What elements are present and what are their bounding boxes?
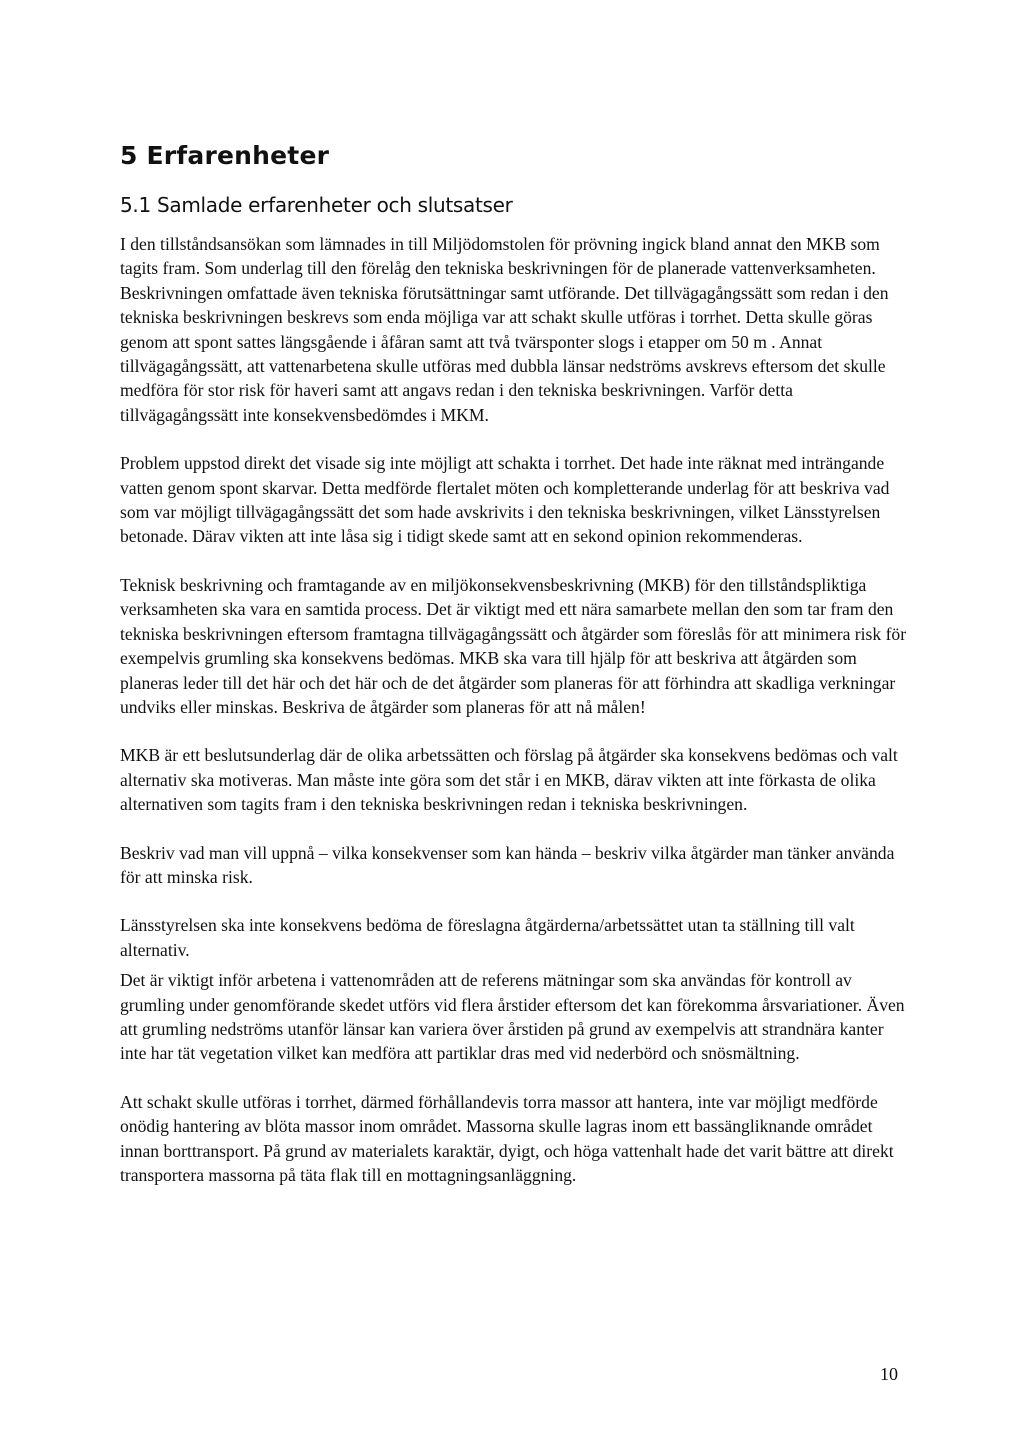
paragraph-3: Teknisk beskrivning och framtagande av en miljökonsekvensbeskrivning (MKB) för den tillståndspliktiga verksamheten ska vara en samtida process. Det är viktigt med ett nära samarbete mellan den som tar fram den tekniska beskrivningen eftersom framtagna tillvägagångssätt och åtgärder som föreslås för att minimera risk för exempelvis grumling ska konsekvens bedömas. MKB ska vara till hjälp för att beskriva att åtgärden som planeras leder till det här och det här och de det åtgärder som planeras för att förhindra att skadliga verkningar undviks eller minskas. Beskriva de åtgärder som planeras för att nå målen!	[120, 574, 907, 717]
paragraph-8: Att schakt skulle utföras i torrhet, därmed förhållandevis torra massor att hantera, inte var möjligt medförde onödig hantering av blöta massor inom området. Massorna skulle lagras inom ett bassängliknande området innan borttransport. På grund av materialets karaktär, dyigt, och höga vattenhalt hade det varit bättre att direkt transportera massorna på täta flak till en mottagningsanläggning.	[120, 1091, 894, 1185]
body-text	[120, 232, 910, 1187]
chapter-title: 5 Erfarenheter	[120, 141, 330, 170]
paragraph-6: Länsstyrelsen ska inte konsekvens bedöma de föreslagna åtgärderna/arbetssättet utan ta ställning till valt alternativ.	[120, 915, 855, 960]
paragraph-7: Det är viktigt inför arbetena i vattenområden att de referens mätningar som ska användas för kontroll av grumling under genomförande skedet utförs vid flera årstider eftersom det kan förekomma årsvariationer. Även att grumling nedströms utanför länsar kan variera över årstiden på grund av exempelvis att strandnära kanter inte har tät vegetation vilket kan medföra att partiklar dras med vid nederbörd och snösmältning.	[120, 970, 905, 1064]
paragraph-4: MKB är ett beslutsunderlag där de olika arbetssätten och förslag på åtgärder ska konsekvens bedömas och valt alternativ ska motiveras. Man måste inte göra som det står i en MKB, därav vikten att inte förkasta de olika alternativen som tagits fram i den tekniska beskrivningen redan i tekniska beskrivningen.	[120, 745, 898, 815]
page-number: 10	[880, 1364, 898, 1384]
section-title: 5.1 Samlade erfarenheter och slutsatser	[120, 193, 513, 217]
paragraph-1: I den tillståndsansökan som lämnades in till Miljödomstolen för prövning ingick bland annat den MKB som tagits fram. Som underlag till den förelåg den tekniska beskrivningen för de planerade vattenverksamheten. Beskrivningen omfattade även tekniska förutsättningar samt utförande. Det tillvägagångssätt som redan i den tekniska beskrivningen beskrevs som enda möjliga var att schakt skulle utföras i torrhet. Detta skulle göras genom att spont sattes längsgående i åfåran samt att två tvärsponter slogs i etapper om 50 m . Annat tillvägagångssätt, att vattenarbetena skulle utföras med dubbla länsar nedströms avskrevs eftersom det skulle medföra för stor risk för haveri samt att angavs redan i den tekniska beskrivningen. Varför detta tillvägagångssätt inte konsekvensbedömdes i MKM.	[120, 234, 889, 425]
paragraph-2: Problem uppstod direkt det visade sig inte möjligt att schakta i torrhet. Det hade inte räknat med inträngande vatten genom spont skarvar. Detta medförde flertalet möten och kompletterande underlag för att beskriva vad som var möjligt tillvägagångssätt det som hade avskrivits i den tekniska beskrivningen, vilket Länsstyrelsen betonade. Därav vikten att inte låsa sig i tidigt skede samt att en sekond opinion rekommenderas.	[120, 453, 890, 547]
paragraph-5: Beskriv vad man vill uppnå – vilka konsekvenser som kan hända – beskriv vilka åtgärder man tänker använda för att minska risk.	[120, 842, 895, 887]
